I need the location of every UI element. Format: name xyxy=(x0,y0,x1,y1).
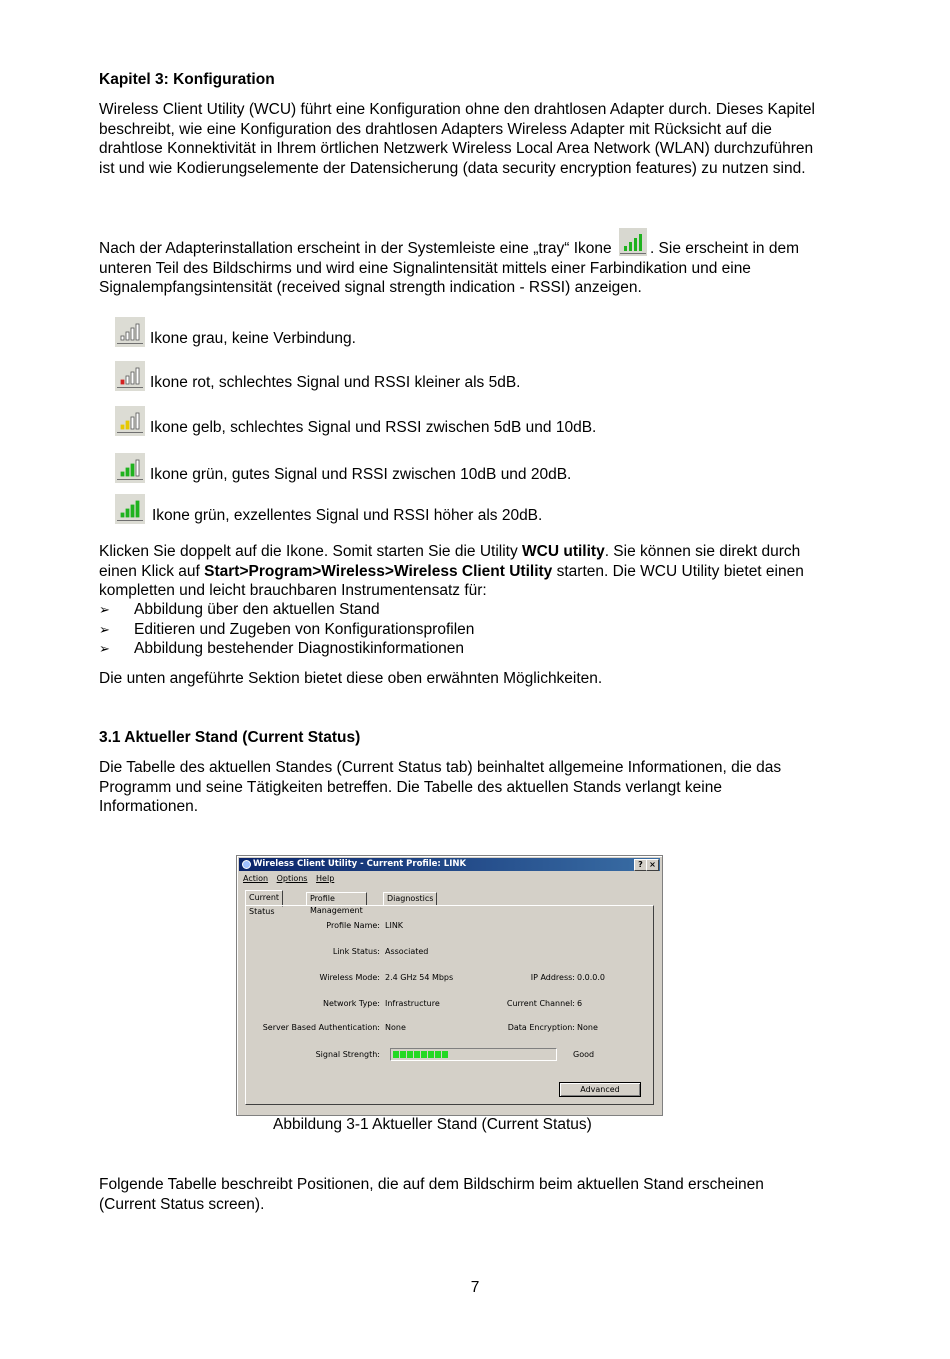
signal-bar-segment xyxy=(393,1051,399,1058)
profile-name-value: LINK xyxy=(385,921,404,930)
signal-icon-row xyxy=(114,316,714,348)
signal-bar-segment xyxy=(414,1051,420,1058)
signal-green-excellent-icon xyxy=(114,493,146,525)
figure-caption: Abbildung 3-1 Aktueller Stand (Current Status) xyxy=(273,1116,592,1133)
signal-icon-description: Ikone rot, schlechtes Signal und RSSI kleiner als 5dB. xyxy=(150,374,521,391)
utility-text-1: Klicken Sie doppelt auf die Ikone. Somit starten Sie die Utility xyxy=(99,543,523,560)
wireless-logo-icon xyxy=(242,860,251,869)
signal-bar-segment xyxy=(428,1051,434,1058)
network-type-value: Infrastructure xyxy=(385,999,440,1008)
bullet-item xyxy=(99,620,819,640)
menu-options[interactable]: Options xyxy=(276,874,308,883)
data-encryption-value: None xyxy=(577,1023,598,1032)
ip-address-value: 0.0.0.0 xyxy=(577,973,605,982)
signal-icon-description: Ikone grün, exzellentes Signal und RSSI höher als 20dB. xyxy=(152,507,543,524)
bullet-item xyxy=(99,639,819,659)
tab-diagnostics[interactable]: Diagnostics xyxy=(383,892,437,906)
ip-address-label: IP Address: xyxy=(530,973,575,982)
signal-bar-segment xyxy=(407,1051,413,1058)
signal-bar-segment xyxy=(442,1051,448,1058)
menu-help[interactable]: Help xyxy=(316,874,335,883)
signal-red-icon xyxy=(114,360,146,392)
utility-paragraph xyxy=(99,542,819,601)
signal-yellow-icon xyxy=(114,405,146,437)
bullet-text: Editieren und Zugeben von Konfigurationsprofilen xyxy=(134,620,475,638)
start-path-bold: Start>Program>Wireless>Wireless Client Utility xyxy=(204,562,553,580)
profile-name-label: Profile Name: xyxy=(326,921,380,930)
signal-bar-segment xyxy=(421,1051,427,1058)
section-heading: 3.1 Aktueller Stand (Current Status) xyxy=(99,729,361,746)
section-paragraph: Die Tabelle des aktuellen Standes (Current Status tab) beinhaltet allgemeine Informationen, die das Programm und seine Tätigkeiten betreffen. Die Tabelle des aktuellen Stands verlangt keine Informationen. xyxy=(99,759,782,815)
window-title-bar xyxy=(239,858,660,871)
closing-paragraph: Folgende Tabelle beschreibt Positionen, die auf dem Bildschirm beim aktuellen Stand erscheinen (Current Status screen). xyxy=(99,1176,764,1213)
data-encryption-label: Data Encryption: xyxy=(507,1023,575,1032)
signal-icon-row xyxy=(114,452,714,484)
network-type-label: Network Type: xyxy=(322,999,380,1008)
utility-text-3: starten. Die WCU Utility bietet einen kompletten und leicht brauchbaren Instrumentensatz für: xyxy=(99,562,804,599)
bullet-text: Abbildung über den aktuellen Stand xyxy=(134,601,380,618)
chapter-heading: Kapitel 3: Konfiguration xyxy=(99,71,275,88)
feature-bullet-list xyxy=(99,600,819,659)
tray-text-after: . Sie erscheint in dem unteren Teil des Bildschirms und wird eine Signalintensität mittels einer Farbindikation und eine Signalempfangsintensität (received signal strength indication - RSSI) anzeigen. xyxy=(99,240,799,296)
utility-text-2: . Sie können sie direkt durch einen Klick auf xyxy=(99,543,801,580)
bullet-arrow-icon: ➢ xyxy=(99,602,110,617)
menu-action[interactable]: Action xyxy=(243,874,269,883)
wireless-mode-value: 2.4 GHz 54 Mbps xyxy=(385,973,454,982)
signal-icon-row xyxy=(114,405,714,437)
signal-green-good-icon xyxy=(114,452,146,484)
signal-icon-description: Ikone grau, keine Verbindung. xyxy=(150,330,356,347)
tab-current-status[interactable]: Current Status xyxy=(245,890,283,907)
bullet-arrow-icon: ➢ xyxy=(99,641,110,656)
tray-paragraph xyxy=(99,227,819,298)
status-panel xyxy=(245,905,654,1105)
current-channel-value: 6 xyxy=(577,999,583,1008)
signal-icon-description: Ikone gelb, schlechtes Signal und RSSI zwischen 5dB und 10dB. xyxy=(150,419,597,436)
tab-profile-management[interactable]: Profile Management xyxy=(306,892,367,906)
tray-signal-icon xyxy=(618,227,648,257)
page-number: 7 xyxy=(470,1279,480,1296)
wcu-window-screenshot xyxy=(236,855,663,1116)
server-auth-label: Server Based Authentication: xyxy=(262,1023,380,1032)
current-channel-label: Current Channel: xyxy=(506,999,575,1008)
signal-bar-segment xyxy=(400,1051,406,1058)
help-button[interactable]: ? xyxy=(634,859,647,871)
close-button[interactable]: × xyxy=(646,859,659,871)
window-title: Wireless Client Utility - Current Profile: LINK xyxy=(253,859,467,869)
signal-icon-row xyxy=(114,360,714,392)
wcu-utility-bold: WCU utility xyxy=(522,543,605,560)
signal-strength-label: Signal Strength: xyxy=(315,1050,380,1059)
intro-paragraph: Wireless Client Utility (WCU) führt eine Konfiguration ohne den drahtlosen Adapter durch. Dieses Kapitel beschreibt, wie eine Konfiguration des drahtlosen Adapters Wireless Adapter mit Rücksicht auf die drahtlose Konnektivität in Ihrem örtlichen Netzwerk Wireless Local Area Network (WLAN) durchzuführen ist und wie Kodierungselemente der Datensicherung (data security encryption features) zu nutzen sind. xyxy=(99,101,815,177)
bullet-text: Abbildung bestehender Diagnostikinformationen xyxy=(134,640,465,657)
bullet-arrow-icon: ➢ xyxy=(99,621,110,637)
server-auth-value: None xyxy=(385,1023,406,1032)
signal-icon-description: Ikone grün, gutes Signal und RSSI zwischen 10dB und 20dB. xyxy=(150,466,572,483)
signal-gray-icon xyxy=(114,316,146,348)
signal-strength-bar xyxy=(390,1048,557,1061)
link-status-value: Associated xyxy=(385,947,429,956)
signal-strength-text: Good xyxy=(573,1050,595,1059)
bullet-item xyxy=(99,600,819,620)
menu-bar xyxy=(243,874,340,883)
section-intro: Die unten angeführte Sektion bietet diese oben erwähnten Möglichkeiten. xyxy=(99,670,603,687)
signal-bar-segment xyxy=(435,1051,441,1058)
advanced-button[interactable]: Advanced xyxy=(559,1082,641,1097)
signal-icon-row xyxy=(114,493,714,525)
wireless-mode-label: Wireless Mode: xyxy=(319,973,380,982)
tray-text-before: Nach der Adapterinstallation erscheint in der Systemleiste eine „tray“ Ikone xyxy=(99,240,612,257)
link-status-label: Link Status: xyxy=(332,947,380,956)
